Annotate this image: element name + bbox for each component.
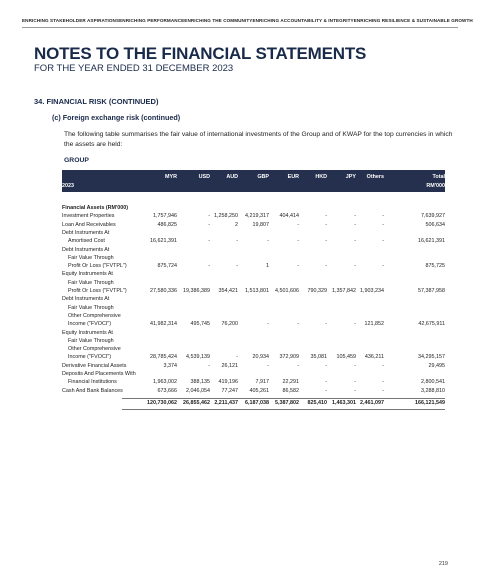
cell-value: 86,582 [282, 387, 299, 394]
cell-value: - [236, 238, 238, 245]
table-row [62, 321, 445, 329]
cell-value: 388,135 [190, 379, 210, 386]
cell-value: - [325, 221, 327, 228]
cell-value: - [354, 221, 356, 228]
row-label: Cash And Bank Balances [62, 387, 123, 394]
cell-value: - [236, 354, 238, 361]
total-value: 120,730,062 [147, 399, 177, 406]
cell-value: 790,329 [307, 288, 327, 294]
cell-value: - [382, 379, 384, 386]
row-label: Deposits And Placements With [62, 371, 136, 377]
cell-value: 26,121 [221, 362, 238, 369]
cell-value: 4,501,606 [275, 288, 299, 294]
cell-value: - [354, 238, 356, 245]
column-header-usd: USD [198, 174, 210, 180]
cell-value: - [208, 263, 210, 270]
cell-value: 3,374 [163, 362, 177, 369]
cell-value: 34,295,157 [418, 354, 445, 361]
total-value: 1,463,301 [332, 399, 356, 406]
total-value: 2,211,437 [214, 399, 238, 406]
row-label: Amortised Cost [68, 238, 105, 245]
cell-value: - [382, 213, 384, 220]
cell-value: - [354, 263, 356, 270]
table-row [62, 288, 445, 296]
cell-value: 42,675,911 [418, 321, 445, 328]
table-row [62, 280, 445, 288]
nav-item-resilience[interactable]: ENRICHING RESILIENCE & SUSTAINABLE GROWTH [353, 17, 473, 23]
cell-value: - [354, 379, 356, 386]
cell-value: 1,513,801 [245, 288, 269, 294]
row-label: Profit Or Loss ("FVTPL") [68, 263, 127, 270]
cell-value: - [267, 362, 269, 369]
column-header-others: Others [366, 174, 384, 180]
cell-value: - [325, 362, 327, 369]
table-row [62, 263, 445, 271]
section-description: The following table summarises the fair value of international investments of the Group and of KWAP for the top currencies in which the assets are held: [64, 131, 453, 148]
cell-value: 2,046,054 [186, 387, 210, 394]
row-label: Investment Properties [62, 213, 115, 220]
cell-value: 4,219,317 [245, 213, 269, 220]
cell-value: - [325, 321, 327, 328]
table-row [62, 346, 445, 354]
nav-item-performance[interactable]: ENRICHING PERFORMANCE [119, 17, 185, 23]
cell-value: 1,357,842 [332, 288, 356, 294]
total-value: 825,410 [307, 399, 327, 406]
table-row [62, 388, 445, 396]
cell-value: 7,917 [255, 379, 269, 386]
cell-value: - [208, 221, 210, 228]
row-label: Income ("FVOCI") [68, 354, 112, 361]
top-navigation [22, 14, 473, 26]
nav-item-stakeholder[interactable]: ENRICHING STAKEHOLDER ASPIRATIONS [22, 17, 120, 23]
cell-value: - [297, 238, 299, 245]
cell-value: - [382, 387, 384, 394]
row-label: Derivative Financial Assets [62, 362, 127, 369]
row-label: Loan And Receivables [62, 221, 116, 228]
cell-value: 419,196 [218, 379, 238, 386]
table-year: 2023 [62, 183, 74, 189]
cell-value: - [236, 263, 238, 270]
cell-value: 121,852 [364, 321, 384, 328]
cell-value: 1,258,250 [214, 213, 238, 220]
page-number: 219 [438, 561, 448, 567]
cell-value: - [267, 321, 269, 328]
cell-value: - [382, 362, 384, 369]
cell-value: 495,745 [190, 321, 210, 328]
table-header [62, 170, 445, 192]
row-label: Income ("FVOCI") [68, 321, 112, 328]
cell-value: - [208, 213, 210, 220]
cell-value: 16,621,391 [418, 238, 445, 245]
row-label: Financial Assets (RM'000) [62, 205, 129, 211]
column-header-total: Total [432, 174, 445, 180]
cell-value: 405,261 [249, 387, 269, 394]
column-header-hkd: HKD [315, 174, 327, 180]
cell-value: - [354, 321, 356, 328]
cell-value: 4,539,139 [186, 354, 210, 361]
row-label: Other Comprehensive [68, 346, 121, 353]
cell-value: 20,934 [252, 354, 269, 361]
cell-value: - [297, 221, 299, 228]
cell-value: - [354, 362, 356, 369]
subsection-heading: (c) Foreign exchange risk (continued) [52, 113, 181, 122]
column-unit: RM'000 [426, 183, 445, 189]
cell-value: 372,909 [279, 354, 299, 361]
cell-value: - [325, 263, 327, 270]
row-label: Fair Value Through [68, 337, 114, 344]
row-label: Other Comprehensive [68, 312, 121, 319]
cell-value: - [297, 263, 299, 270]
cell-value: 354,421 [218, 288, 238, 294]
table-row [62, 255, 445, 263]
table-row [62, 371, 445, 379]
table-row [62, 296, 445, 304]
cell-value: - [354, 387, 356, 394]
table-row [62, 363, 445, 371]
row-label: Equity Instruments At [62, 329, 113, 336]
cell-value: - [325, 213, 327, 220]
page-subtitle: FOR THE YEAR ENDED 31 DECEMBER 2023 [34, 63, 234, 74]
nav-item-community[interactable]: ENRICHING THE COMMUNITY [184, 17, 253, 23]
nav-item-accountability[interactable]: ENRICHING ACCOUNTABILITY & INTEGRITY [252, 17, 354, 23]
total-value: 26,855,462 [183, 399, 210, 406]
table-row [62, 330, 445, 338]
row-label: Profit Or Loss ("FVTPL") [68, 288, 127, 294]
cell-value: 7,639,927 [421, 213, 445, 220]
total-value: 5,387,802 [275, 399, 299, 406]
table-row [62, 205, 445, 213]
cell-value: - [325, 238, 327, 245]
totals-row [62, 400, 445, 408]
row-label: Financial Institutions [68, 379, 117, 386]
cell-value: - [297, 321, 299, 328]
row-label: Equity Instruments At [62, 271, 113, 278]
column-header-aud: AUD [226, 174, 238, 180]
cell-value: - [382, 238, 384, 245]
cell-value: 486,825 [157, 221, 177, 228]
cell-value: 77,247 [221, 387, 238, 394]
cell-value: 875,725 [425, 263, 445, 270]
group-label: GROUP [64, 157, 89, 164]
cell-value: 404,414 [279, 213, 299, 220]
header-divider [22, 27, 458, 28]
table-row [62, 313, 445, 321]
cell-value: 875,724 [157, 263, 177, 270]
cell-value: - [267, 238, 269, 245]
total-value: 2,461,097 [360, 399, 384, 406]
cell-value: 673,666 [157, 387, 177, 394]
totals-top-rule [122, 398, 445, 399]
section-heading: 34. FINANCIAL RISK (CONTINUED) [34, 97, 159, 106]
cell-value: 29,495 [428, 362, 445, 369]
cell-value: 76,200 [221, 321, 238, 328]
column-header-gbp: GBP [257, 174, 269, 180]
cell-value: 3,288,810 [421, 387, 445, 394]
cell-value: 506,634 [425, 221, 445, 228]
cell-value: 1,963,002 [153, 379, 177, 386]
cell-value: 28,785,424 [150, 354, 177, 361]
cell-value: - [297, 362, 299, 369]
cell-value: 436,211 [364, 354, 384, 361]
cell-value: 1 [266, 263, 269, 270]
table-row [62, 379, 445, 387]
cell-value: - [208, 238, 210, 245]
cell-value: 22,291 [282, 379, 299, 386]
cell-value: 16,621,391 [150, 238, 177, 245]
cell-value: - [382, 263, 384, 270]
cell-value: 19,807 [252, 221, 269, 228]
row-label: Debt Instruments At [62, 246, 110, 253]
cell-value: 2,800,541 [421, 379, 445, 386]
cell-value: - [382, 221, 384, 228]
table-row [62, 354, 445, 362]
cell-value: - [354, 213, 356, 220]
cell-value: - [325, 379, 327, 386]
cell-value: 57,387,958 [418, 288, 445, 294]
cell-value: 19,386,389 [183, 288, 210, 294]
cell-value: 1,903,234 [360, 288, 384, 294]
table-row [62, 213, 445, 221]
cell-value: - [325, 387, 327, 394]
table-row [62, 338, 445, 346]
page-title: NOTES TO THE FINANCIAL STATEMENTS [34, 44, 367, 63]
table-row [62, 305, 445, 313]
cell-value: 27,580,336 [150, 288, 177, 294]
cell-value: 41,982,314 [150, 321, 177, 328]
row-label: Fair Value Through [68, 304, 114, 311]
row-label: Debt Instruments At [62, 229, 110, 236]
column-header-eur: EUR [287, 174, 299, 180]
cell-value: 2 [235, 221, 238, 228]
table-row [62, 271, 445, 279]
totals-bottom-rule [122, 409, 445, 410]
table-row [62, 247, 445, 255]
table-row [62, 230, 445, 238]
cell-value: 105,459 [336, 354, 356, 361]
table-row [62, 238, 445, 246]
row-label: Fair Value Through [68, 279, 114, 286]
cell-value: 1,757,946 [153, 213, 177, 220]
cell-value: 35,081 [310, 354, 327, 361]
row-label: Fair Value Through [68, 254, 114, 261]
column-header-myr: MYR [165, 174, 177, 180]
row-label: Debt Instruments At [62, 296, 110, 303]
total-value: 166,121,549 [415, 399, 445, 406]
table-row [62, 222, 445, 230]
total-value: 6,187,038 [245, 399, 269, 406]
column-header-jpy: JPY [345, 174, 356, 180]
cell-value: - [208, 362, 210, 369]
